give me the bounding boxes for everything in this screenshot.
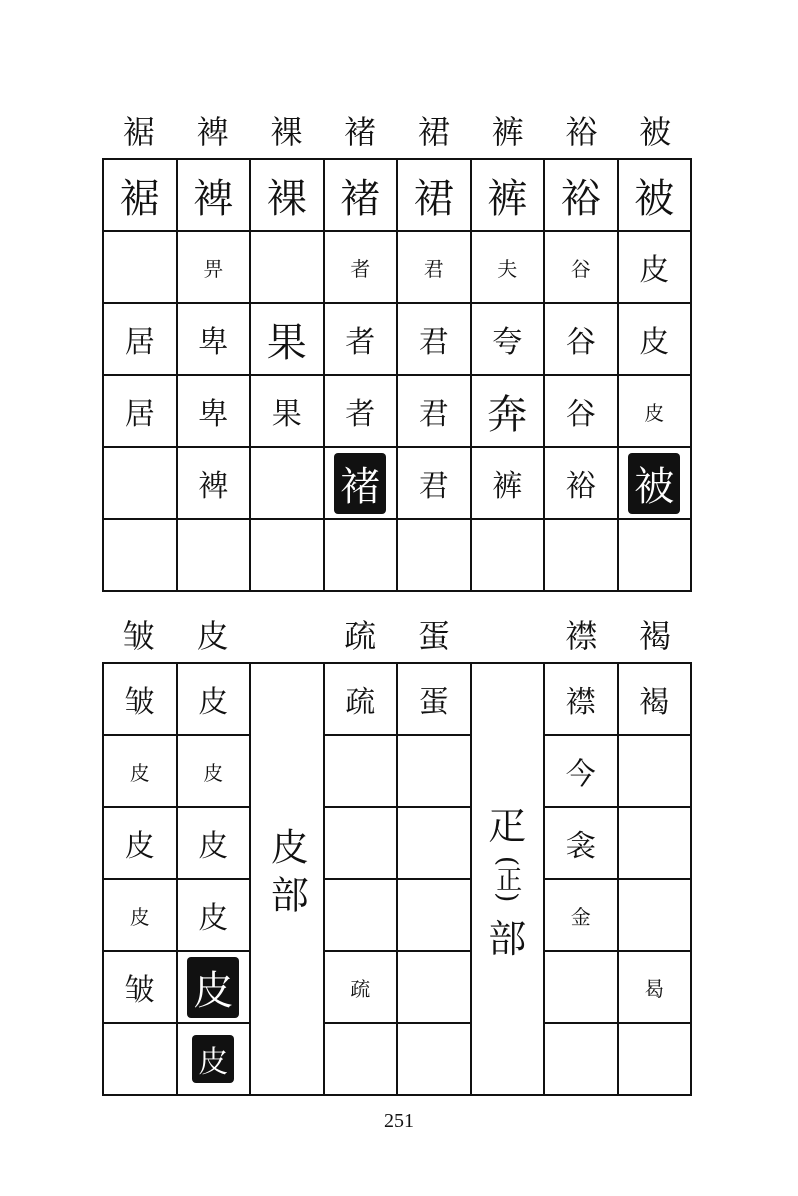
glyph-cell	[544, 951, 618, 1023]
glyph-cell: 裾	[103, 159, 177, 231]
glyph-cell: 皱	[103, 663, 177, 735]
section-shu-cell	[471, 663, 545, 1095]
glyph-cell: 襟	[544, 663, 618, 735]
glyph-cell	[397, 519, 471, 591]
glyph-cell	[397, 879, 471, 951]
glyph-cell	[544, 519, 618, 591]
glyph-cell	[103, 447, 177, 519]
glyph-cell	[544, 1023, 618, 1095]
table-row	[103, 807, 691, 879]
glyph-cell	[618, 807, 692, 879]
glyph-cell	[618, 447, 692, 519]
glyph-cell	[177, 951, 251, 1023]
glyph-cell: 谷	[544, 375, 618, 447]
glyph-cell: 金	[544, 879, 618, 951]
glyph-cell: 皮	[177, 807, 251, 879]
glyph-cell: 者	[324, 231, 398, 303]
glyph-seal: 被	[628, 453, 680, 514]
glyph-cell	[250, 519, 324, 591]
header-char: 裾	[122, 113, 155, 151]
glyph-seal: 褚	[334, 453, 386, 514]
glyph-cell	[618, 519, 692, 591]
glyph-cell: 褐	[618, 663, 692, 735]
glyph-cell: 皮	[177, 735, 251, 807]
glyph-cell: 皮	[177, 879, 251, 951]
top-header-row	[102, 100, 692, 160]
table-row	[103, 663, 691, 735]
glyph-seal: 皮	[187, 957, 239, 1018]
table-row	[103, 159, 691, 231]
glyph-cell: 君	[397, 303, 471, 375]
glyph-cell	[397, 807, 471, 879]
glyph-cell	[471, 519, 545, 591]
glyph-cell	[250, 231, 324, 303]
glyph-cell	[618, 1023, 692, 1095]
glyph-cell: 皮	[103, 807, 177, 879]
glyph-cell: 衾	[544, 807, 618, 879]
table-row	[103, 447, 691, 519]
glyph-cell	[103, 231, 177, 303]
header-char: 裨	[196, 113, 229, 151]
glyph-cell	[324, 447, 398, 519]
section-label-shu: 疋	[488, 803, 527, 848]
glyph-cell: 君	[397, 447, 471, 519]
glyph-cell: 奔	[471, 375, 545, 447]
glyph-cell	[324, 519, 398, 591]
section-label-bu: 部	[488, 917, 527, 962]
glyph-cell: 裨	[177, 159, 251, 231]
glyph-cell: 夫	[471, 231, 545, 303]
glyph-cell: 君	[397, 231, 471, 303]
glyph-cell: 裨	[177, 447, 251, 519]
glyph-cell: 曷	[618, 951, 692, 1023]
glyph-cell	[618, 735, 692, 807]
glyph-cell: 疏	[324, 951, 398, 1023]
glyph-cell: 果	[250, 375, 324, 447]
glyph-cell: 谷	[544, 303, 618, 375]
header-char: 裸	[270, 113, 303, 151]
table-row	[103, 735, 691, 807]
glyph-cell: 裕	[544, 159, 618, 231]
glyph-seal: 皮	[192, 1035, 234, 1083]
glyph-cell: 君	[397, 375, 471, 447]
glyph-cell: 者	[324, 375, 398, 447]
glyph-cell	[397, 735, 471, 807]
section-label-shu-alt: (正)	[491, 855, 522, 903]
glyph-cell: 裸	[250, 159, 324, 231]
glyph-cell: 裤	[471, 159, 545, 231]
glyph-cell	[103, 1023, 177, 1095]
glyph-cell: 褚	[324, 159, 398, 231]
glyph-cell: 居	[103, 303, 177, 375]
glyph-cell	[618, 879, 692, 951]
glyph-cell	[397, 1023, 471, 1095]
glyph-cell: 皮	[177, 663, 251, 735]
header-char: 疏	[344, 617, 377, 655]
header-char: 褚	[344, 113, 377, 151]
glyph-cell	[324, 1023, 398, 1095]
bottom-glyph-table	[102, 662, 692, 1096]
glyph-cell: 居	[103, 375, 177, 447]
glyph-cell: 皱	[103, 951, 177, 1023]
glyph-cell: 者	[324, 303, 398, 375]
table-row	[103, 375, 691, 447]
glyph-cell	[324, 807, 398, 879]
glyph-cell: 皮	[618, 303, 692, 375]
glyph-cell: 裕	[544, 447, 618, 519]
glyph-cell: 卑	[177, 303, 251, 375]
header-char	[471, 604, 545, 664]
glyph-cell	[177, 519, 251, 591]
header-char: 褐	[639, 617, 672, 655]
glyph-cell: 裤	[471, 447, 545, 519]
glyph-cell: 畀	[177, 231, 251, 303]
glyph-cell	[103, 519, 177, 591]
glyph-cell: 皮	[618, 231, 692, 303]
header-char: 襟	[565, 617, 598, 655]
glyph-cell	[250, 447, 324, 519]
glyph-cell	[324, 735, 398, 807]
header-char: 蛋	[417, 617, 450, 655]
glyph-cell: 疏	[324, 663, 398, 735]
glyph-cell: 皮	[103, 735, 177, 807]
glyph-cell: 谷	[544, 231, 618, 303]
glyph-cell: 卑	[177, 375, 251, 447]
section-label-pi: 皮部	[264, 826, 309, 923]
glyph-cell	[397, 951, 471, 1023]
glyph-cell: 裙	[397, 159, 471, 231]
top-glyph-table	[102, 158, 692, 592]
glyph-cell: 果	[250, 303, 324, 375]
glyph-cell: 夸	[471, 303, 545, 375]
glyph-cell: 蛋	[397, 663, 471, 735]
header-char: 裙	[417, 113, 450, 151]
header-char	[250, 604, 324, 664]
header-char: 裤	[491, 113, 524, 151]
header-char: 皱	[122, 617, 155, 655]
glyph-cell: 皮	[618, 375, 692, 447]
table-row	[103, 519, 691, 591]
header-char: 被	[639, 113, 672, 151]
glyph-cell: 被	[618, 159, 692, 231]
table-row	[103, 231, 691, 303]
glyph-cell: 今	[544, 735, 618, 807]
table-row	[103, 1023, 691, 1095]
bottom-header-row	[102, 604, 692, 664]
section-pi-cell	[250, 663, 324, 1095]
table-row	[103, 879, 691, 951]
glyph-cell	[177, 1023, 251, 1095]
glyph-cell: 皮	[103, 879, 177, 951]
glyph-cell	[324, 879, 398, 951]
header-char: 皮	[196, 617, 229, 655]
table-row	[103, 951, 691, 1023]
table-row	[103, 303, 691, 375]
header-char: 裕	[565, 113, 598, 151]
page-number: 251	[384, 1110, 414, 1132]
